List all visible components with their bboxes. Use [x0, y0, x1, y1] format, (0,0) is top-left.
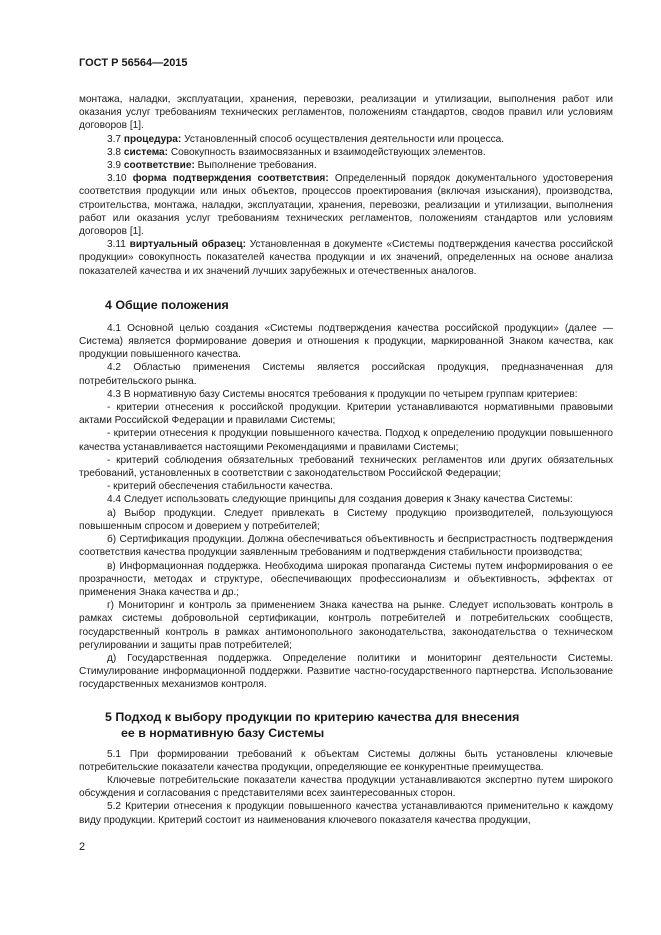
term-3-11 — [79, 238, 613, 278]
paragraph-4-1: 4.1 Основной целью создания «Системы подтверждения качества российской продукции» (далее — Система) является формирование доверия и отношения к продукции, маркированной Знаком качества, как продукции повышенного качества. — [79, 322, 613, 361]
document-header: ГОСТ Р 56564—2015 — [79, 57, 188, 69]
heading-line: 5 Подход к выбору продукции по критерию качества для внесения — [105, 709, 520, 724]
list-item: г) Мониторинг и контроль за применением Знака качества на рынке. Следует использовать контроль в рамках системы добровольной сертификации, контроль потребителей и потребительских сообществ, государственный контроль в рамках антимонопольного законодательства, законодательства о техническом регулировании и защиты прав потребителей; — [79, 600, 613, 651]
term-number: 3.7 — [107, 133, 122, 145]
heading-line: ее в нормативную базу Системы — [121, 725, 325, 740]
section-4-heading: 4 Общие положения — [105, 297, 229, 312]
term-name: форма подтверждения соответствия: — [132, 173, 329, 185]
list-item: д) Государственная поддержка. Определение политики и мониторинг деятельности Системы. Стимулирование информационной поддержки. Развитие частно-государственного партнерства. Использование государственных механизмов контроля. — [79, 652, 613, 691]
term-3-10 — [79, 172, 613, 238]
term-number: 3.10 — [107, 173, 127, 185]
list-item: в) Информационная поддержка. Необходима широкая пропаганда Системы путем информирования о ее прозрачности, методах и структуре, обеспечивающих профессионализм и объективность, эффектах от применения Знака качества и др.; — [79, 560, 613, 598]
term-name: виртуальный образец: — [129, 239, 246, 251]
term-number: 3.9 — [107, 160, 122, 172]
document-body — [79, 93, 613, 827]
paragraph-5-2: 5.2 Критерии отнесения к продукции повышенного качества устанавливаются применительно к каждому виду продукции. Критерий состоит из наименования ключевого показателя качества продукции, — [79, 801, 613, 826]
term-number: 3.11 — [107, 239, 126, 251]
term-definition: Установленная в документе «Системы подтверждения качества российской продукции» совокупность показателей качества продукции и их значений, определенных на основе анализа показателей качества и их значений лучших зарубежных и отечественных аналогов. — [79, 239, 613, 277]
term-definition: Установленный способ осуществления деятельности или процесса. — [184, 133, 505, 145]
list-item: а) Выбор продукции. Следует привлекать в Систему продукцию производителей, пользующуюся повышенным спросом и доверием у потребителей; — [79, 507, 613, 532]
term-3-7 — [79, 133, 613, 146]
list-item: - критерий обеспечения стабильности качества. — [107, 481, 333, 493]
term-number: 3.8 — [107, 146, 122, 158]
section-5-heading — [79, 709, 613, 741]
list-item: б) Сертификация продукции. Должна обеспечиваться объективность и беспристрастность подтверждения соответствия качества продукции заявленным требованиям и подтверждения стабильности производства; — [79, 534, 613, 559]
term-definition: Выполнение требования. — [197, 160, 317, 172]
definition-continuation: монтажа, наладки, эксплуатации, хранения, перевозки, реализации и утилизации, выполнения работ или оказания услуг требованиям технических регламентов, положениям стандартов, сводов правил или условиям договоров [1]. — [79, 94, 613, 132]
term-definition: Определенный порядок документального удостоверения соответствия продукции или иных объектов, процессов проектирования (включая изыскания), производства, строительства, монтажа, наладки, эксплуатации, хранения, перевозки, реализации и утилизации, выполнения работ или оказания услуг требованиям технических регламентов, положениям стандартов или условиям договоров [1]. — [79, 173, 613, 238]
paragraph-4-2: 4.2 Областью применения Системы является российская продукция, предназначенная для потребительского рынка. — [79, 362, 613, 387]
paragraph-5-1-cont: Ключевые потребительские показатели качества продукции устанавливаются экспертно путем широкого обсуждения и согласования с представителями всех заинтересованных сторон. — [79, 774, 613, 800]
paragraph-4-3: 4.3 В нормативную базу Системы вносятся требования к продукции по четырем группам критериев: — [107, 388, 578, 400]
term-3-8 — [79, 146, 613, 159]
term-3-9 — [79, 159, 613, 172]
list-item: - критерий соблюдения обязательных требований технических регламентов или других обязательных требований, установленных в соответствии с законодательством Российской Федерации; — [79, 454, 613, 480]
paragraph-4-4: 4.4 Следует использовать следующие принципы для создания доверия к Знаку качества Системы: — [107, 494, 573, 506]
list-item: - критерии отнесения к российской продукции. Критерии устанавливаются нормативными правовыми актами Российской Федерации и правилами Системы; — [79, 402, 613, 427]
term-name: соответствие: — [123, 160, 195, 172]
list-item: - критерии отнесения к продукции повышенного качества. Подход к определению продукции повышенного качества устанавливается настоящими Рекомендациями и правилами Системы; — [79, 428, 613, 453]
page-number: 2 — [79, 841, 86, 853]
term-name: система: — [123, 146, 169, 158]
paragraph-5-1: 5.1 При формировании требований к объектам Системы должны быть установлены ключевые потребительские показатели качества продукции, определяющие ее конкурентные преимущества. — [79, 748, 613, 773]
term-name: процедура: — [123, 133, 182, 145]
term-definition: Совокупность взаимосвязанных и взаимодействующих элементов. — [170, 146, 486, 158]
